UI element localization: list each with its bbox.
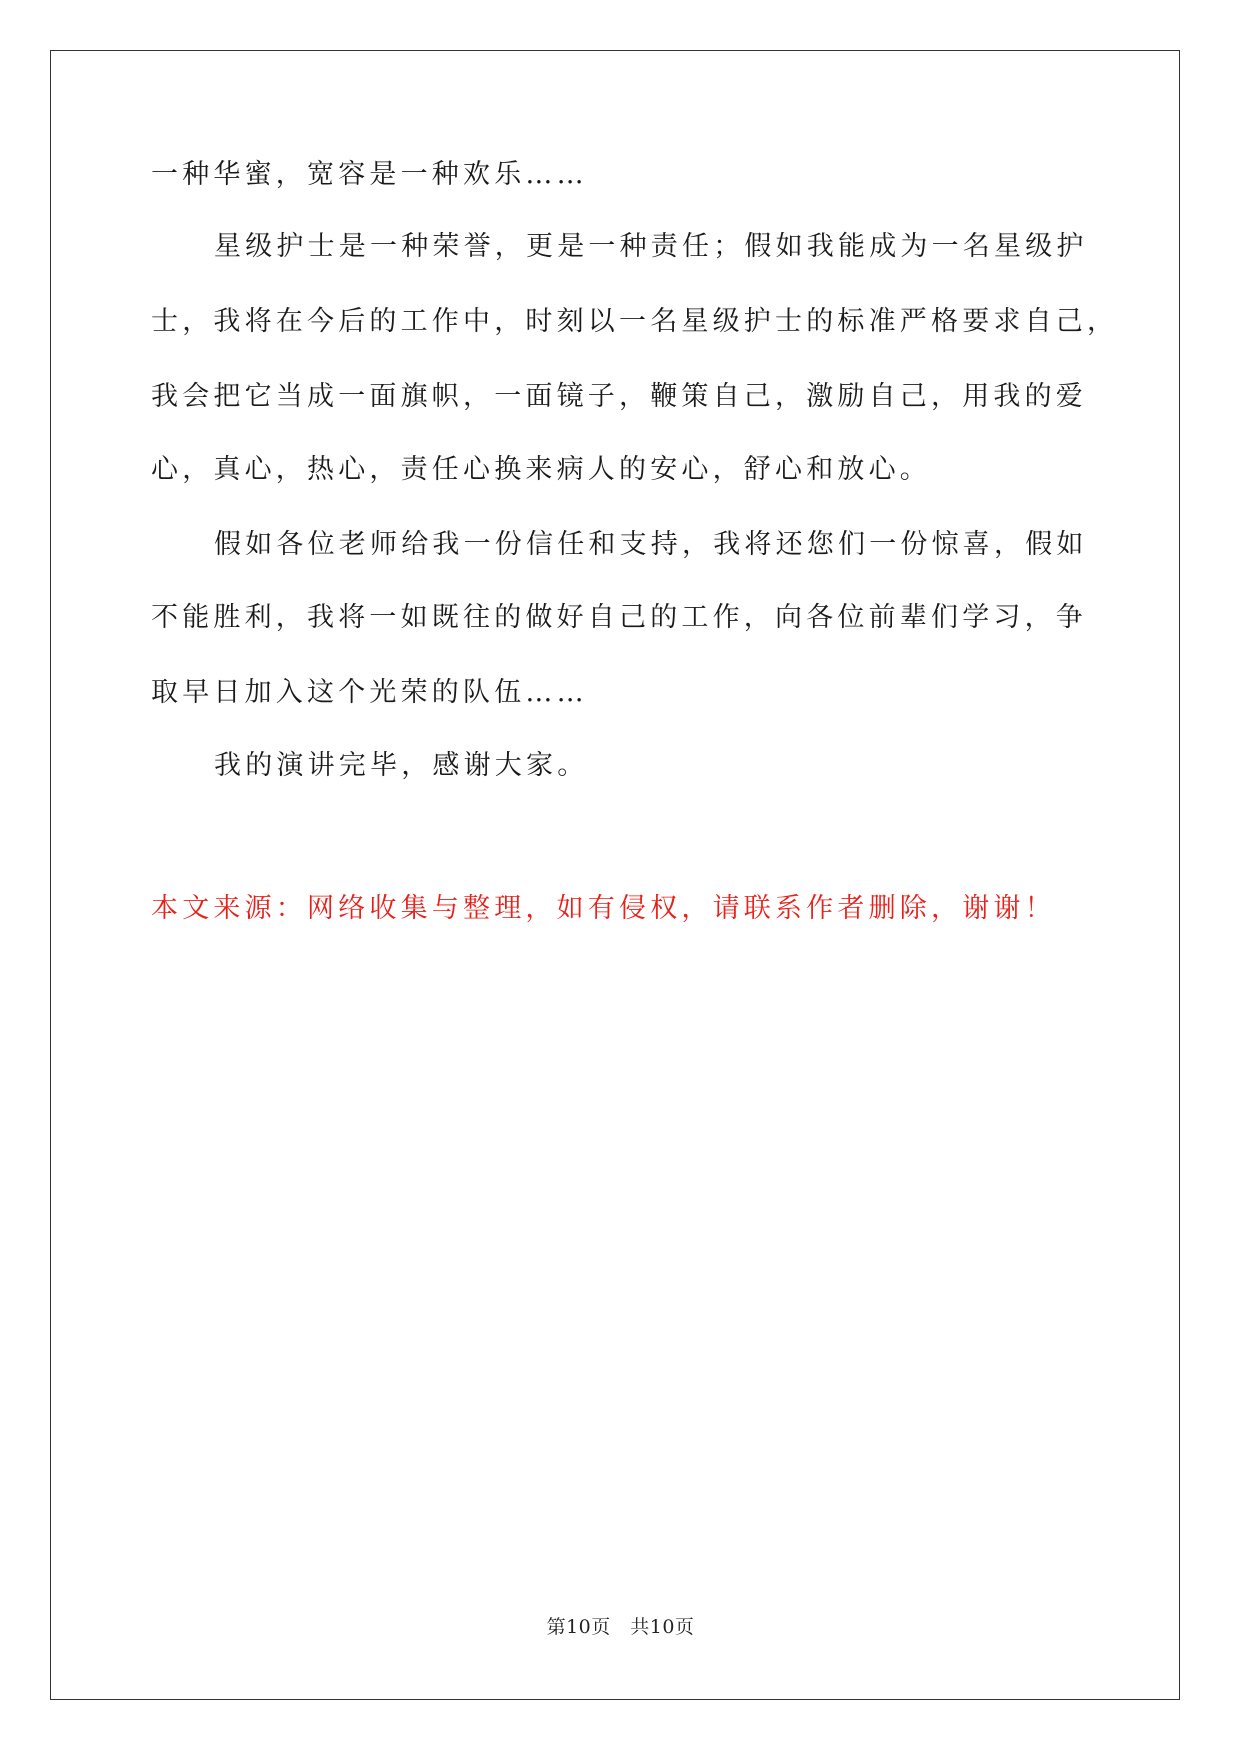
paragraph-line: 士，我将在今后的工作中，时刻以一名星级护士的标准严格要求自己， bbox=[151, 306, 1119, 337]
page-number-footer: 第10页 共10页 bbox=[546, 1616, 695, 1638]
source-note: 本文来源：网络收集与整理，如有侵权，请联系作者删除，谢谢！ bbox=[151, 893, 1056, 924]
paragraph-line: 取早日加入这个光荣的队伍…… bbox=[151, 677, 588, 708]
paragraph-line: 我会把它当成一面旗帜，一面镜子，鞭策自己，激励自己，用我的爱 bbox=[151, 381, 1087, 412]
page-border bbox=[50, 50, 1180, 1700]
paragraph-line: 假如各位老师给我一份信任和支持，我将还您们一份惊喜，假如 bbox=[214, 529, 1088, 560]
paragraph-line: 我的演讲完毕，感谢大家。 bbox=[214, 750, 589, 781]
paragraph-line: 一种华蜜，宽容是一种欢乐…… bbox=[151, 159, 588, 190]
paragraph-line: 星级护士是一种荣誉，更是一种责任；假如我能成为一名星级护 bbox=[214, 231, 1088, 262]
paragraph-line: 心，真心，热心，责任心换来病人的安心，舒心和放心。 bbox=[151, 454, 931, 485]
paragraph-line: 不能胜利，我将一如既往的做好自己的工作，向各位前辈们学习，争 bbox=[151, 602, 1087, 633]
